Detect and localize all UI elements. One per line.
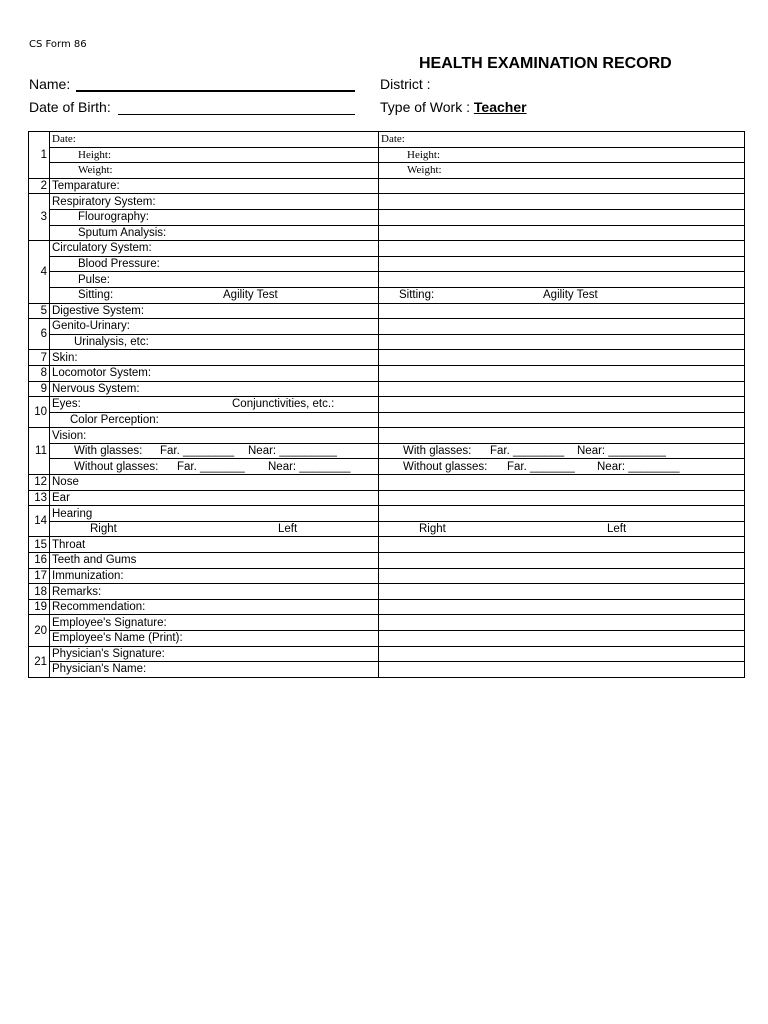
work-type [380, 99, 527, 115]
genito-field-2[interactable] [379, 319, 745, 335]
table-row [29, 397, 745, 413]
page-title: HEALTH EXAMINATION RECORD [419, 55, 672, 72]
date-label[interactable]: Date: [50, 132, 379, 148]
far-without-label: Far. _______ [177, 460, 245, 473]
eyes-cell[interactable] [50, 397, 379, 413]
row-number: 3 [29, 194, 50, 241]
left-label-2: Left [607, 523, 627, 536]
teeth-field-2[interactable] [379, 553, 745, 569]
eyes-field-2[interactable] [379, 397, 745, 413]
row-number: 14 [29, 506, 50, 537]
remarks-label[interactable]: Remarks: [50, 584, 379, 600]
table-row [29, 475, 745, 491]
blood-pressure-label[interactable]: Blood Pressure: [50, 256, 379, 272]
pulse-label[interactable]: Pulse: [50, 272, 379, 288]
sputum-label[interactable]: Sputum Analysis: [50, 225, 379, 241]
right-left-cell[interactable] [50, 521, 379, 537]
row-number: 21 [29, 646, 50, 677]
row-number: 10 [29, 397, 50, 428]
sputum-field-2[interactable] [379, 225, 745, 241]
ear-label[interactable]: Ear [50, 490, 379, 506]
right-left-cell-2[interactable] [379, 521, 745, 537]
hearing-label[interactable]: Hearing [50, 506, 379, 522]
far-without-label-2: Far. _______ [507, 460, 575, 473]
table-row [29, 209, 745, 225]
table-row [29, 428, 745, 444]
near-with-label-2: Near: _________ [577, 445, 666, 458]
recommendation-label[interactable]: Recommendation: [50, 599, 379, 615]
nervous-field-2[interactable] [379, 381, 745, 397]
employee-signature-field-2[interactable] [379, 615, 745, 631]
with-glasses-label-2: With glasses: [403, 445, 472, 458]
without-glasses-label: Without glasses: [74, 460, 159, 473]
row-number: 7 [29, 350, 50, 366]
table-row [29, 662, 745, 678]
with-glasses-cell[interactable] [50, 443, 379, 459]
near-without-label-2: Near: ________ [597, 460, 680, 473]
eyes-label: Eyes: [52, 398, 81, 411]
table-row [29, 599, 745, 615]
flourography-field-2[interactable] [379, 209, 745, 225]
row-number: 16 [29, 553, 50, 569]
row-number: 12 [29, 475, 50, 491]
table-row [29, 319, 745, 335]
pulse-field-2[interactable] [379, 272, 745, 288]
row-number: 19 [29, 599, 50, 615]
table-row [29, 631, 745, 647]
table-row [29, 646, 745, 662]
row-number: 5 [29, 303, 50, 319]
far-with-label-2: Far. ________ [490, 445, 565, 458]
physician-signature-label[interactable]: Physician's Signature: [50, 646, 379, 662]
employee-signature-label[interactable]: Employee's Signature: [50, 615, 379, 631]
teeth-label[interactable]: Teeth and Gums [50, 553, 379, 569]
table-row [29, 194, 745, 210]
with-glasses-label: With glasses: [74, 445, 143, 458]
sitting-label: Sitting: [78, 289, 114, 302]
locomotor-label[interactable]: Locomotor System: [50, 365, 379, 381]
row-number: 2 [29, 178, 50, 194]
remarks-field-2[interactable] [379, 584, 745, 600]
table-row [29, 334, 745, 350]
sitting-agility-cell[interactable] [50, 287, 379, 303]
with-glasses-cell-2[interactable] [379, 443, 745, 459]
row-number: 13 [29, 490, 50, 506]
row-number: 9 [29, 381, 50, 397]
digestive-label[interactable]: Digestive System: [50, 303, 379, 319]
work-type-value: Teacher [473, 99, 527, 115]
circulatory-field-2[interactable] [379, 241, 745, 257]
dob-label: Date of Birth: [29, 99, 111, 115]
form-code: CS Form 86 [29, 39, 87, 50]
row-number: 11 [29, 428, 50, 475]
row-number: 15 [29, 537, 50, 553]
temperature-field-2[interactable] [379, 178, 745, 194]
table-row [29, 521, 745, 537]
without-glasses-cell-2[interactable] [379, 459, 745, 475]
physician-signature-field-2[interactable] [379, 646, 745, 662]
table-row [29, 241, 745, 257]
agility-label-2: Agility Test [543, 289, 598, 302]
table-row [29, 553, 745, 569]
table-row [29, 584, 745, 600]
locomotor-field-2[interactable] [379, 365, 745, 381]
table-row [29, 147, 745, 163]
table-row [29, 490, 745, 506]
temperature-label[interactable]: Temparature: [50, 178, 379, 194]
table-row [29, 615, 745, 631]
height-label-2[interactable]: Height: [379, 147, 745, 163]
urinalysis-label[interactable]: Urinalysis, etc: [50, 334, 379, 350]
row-number: 1 [29, 132, 50, 179]
table-row [29, 272, 745, 288]
table-row [29, 412, 745, 428]
table-row [29, 350, 745, 366]
table-row [29, 506, 745, 522]
height-label[interactable]: Height: [50, 147, 379, 163]
table-row [29, 365, 745, 381]
agility-label: Agility Test [223, 289, 278, 302]
table-row [29, 178, 745, 194]
weight-label-2[interactable]: Weight: [379, 163, 745, 179]
weight-label[interactable]: Weight: [50, 163, 379, 179]
health-record-table [28, 131, 745, 678]
vision-field-2[interactable] [379, 428, 745, 444]
vision-label[interactable]: Vision: [50, 428, 379, 444]
immunization-label[interactable]: Immunization: [50, 568, 379, 584]
row-number: 4 [29, 241, 50, 303]
throat-field-2[interactable] [379, 537, 745, 553]
district-label: District : [380, 76, 431, 92]
table-row [29, 256, 745, 272]
without-glasses-cell[interactable] [50, 459, 379, 475]
near-with-label: Near: _________ [248, 445, 337, 458]
hearing-field-2[interactable] [379, 506, 745, 522]
flourography-label[interactable]: Flourography: [50, 209, 379, 225]
table-row [29, 287, 745, 303]
table-row [29, 163, 745, 179]
table-row [29, 381, 745, 397]
sitting-label-2: Sitting: [399, 289, 435, 302]
left-label: Left [278, 523, 298, 536]
nervous-label[interactable]: Nervous System: [50, 381, 379, 397]
row-number: 20 [29, 615, 50, 646]
respiratory-field-2[interactable] [379, 194, 745, 210]
table-row [29, 132, 745, 148]
urinalysis-field-2[interactable] [379, 334, 745, 350]
nose-field-2[interactable] [379, 475, 745, 491]
table-row [29, 225, 745, 241]
table-row [29, 568, 745, 584]
table-row [29, 443, 745, 459]
immunization-field-2[interactable] [379, 568, 745, 584]
skin-label[interactable]: Skin: [50, 350, 379, 366]
circulatory-label[interactable]: Circulatory System: [50, 241, 379, 257]
employee-name-label[interactable]: Employee's Name (Print): [50, 631, 379, 647]
without-glasses-label-2: Without glasses: [403, 460, 488, 473]
skin-field-2[interactable] [379, 350, 745, 366]
table-row [29, 537, 745, 553]
conjunctivities-label: Conjunctivities, etc.: [232, 398, 335, 411]
color-perception-label[interactable]: Color Perception: [50, 412, 379, 428]
dob-field[interactable] [118, 114, 355, 115]
genito-label[interactable]: Genito-Urinary: [50, 319, 379, 335]
physician-name-label[interactable]: Physician's Name: [50, 662, 379, 678]
row-number: 8 [29, 365, 50, 381]
row-number: 18 [29, 584, 50, 600]
work-type-label: Type of Work : [380, 99, 470, 115]
color-perception-field-2[interactable] [379, 412, 745, 428]
name-field[interactable] [76, 90, 355, 92]
sitting-agility-cell-2[interactable] [379, 287, 745, 303]
near-without-label: Near: ________ [268, 460, 351, 473]
employee-name-field-2[interactable] [379, 631, 745, 647]
digestive-field-2[interactable] [379, 303, 745, 319]
throat-label[interactable]: Throat [50, 537, 379, 553]
table-row [29, 303, 745, 319]
date-label-2[interactable]: Date: [379, 132, 745, 148]
right-label-2: Right [419, 523, 446, 536]
table-row [29, 459, 745, 475]
recommendation-field-2[interactable] [379, 599, 745, 615]
ear-field-2[interactable] [379, 490, 745, 506]
nose-label[interactable]: Nose [50, 475, 379, 491]
row-number: 17 [29, 568, 50, 584]
blood-pressure-field-2[interactable] [379, 256, 745, 272]
far-with-label: Far. ________ [160, 445, 235, 458]
respiratory-label[interactable]: Respiratory System: [50, 194, 379, 210]
row-number: 6 [29, 319, 50, 350]
right-label: Right [90, 523, 117, 536]
name-label: Name: [29, 76, 71, 92]
physician-name-field-2[interactable] [379, 662, 745, 678]
